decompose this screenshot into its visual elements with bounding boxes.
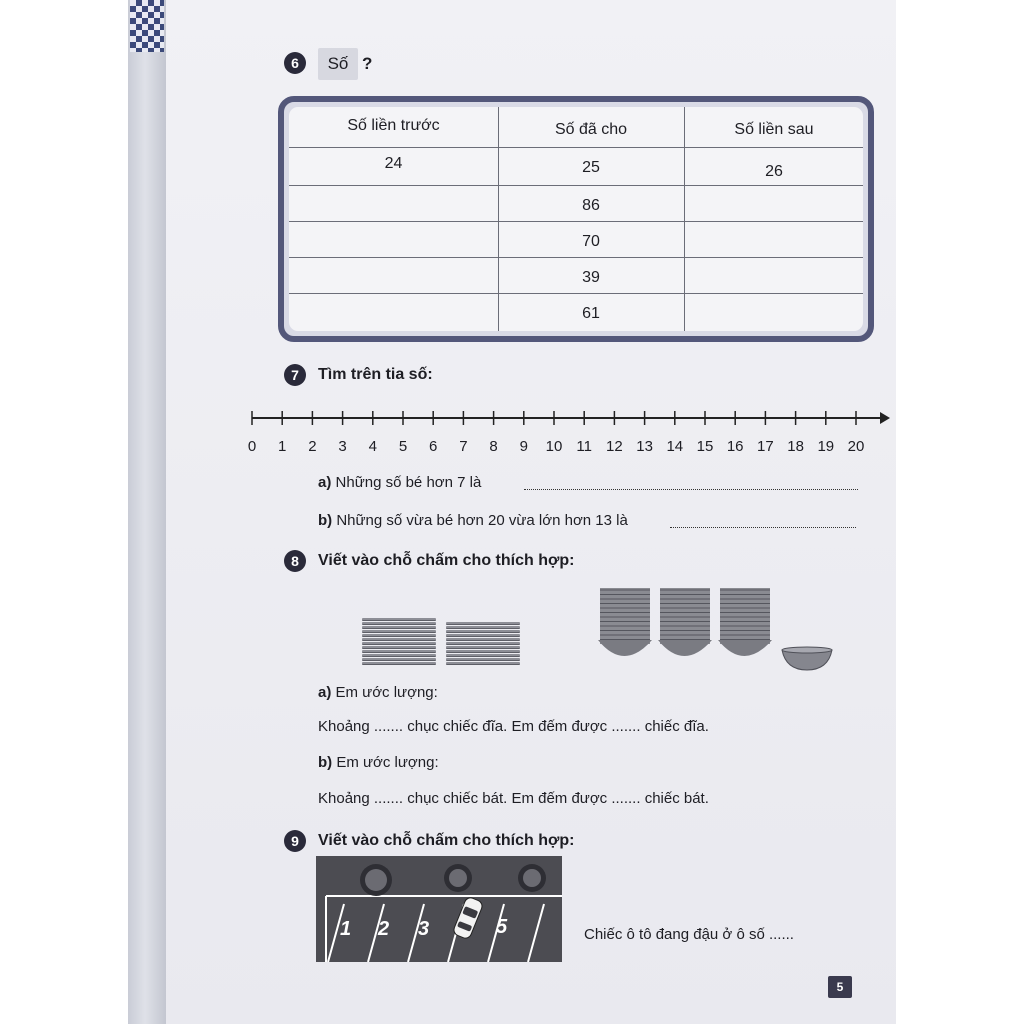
exercise-7-title: Tìm trên tia số: [318,366,433,383]
plate [362,622,436,625]
tree-icon [518,864,546,892]
plate [446,658,520,661]
exercise-6-title: Số [318,48,358,80]
plate-stack-2 [446,622,520,666]
plate [362,662,436,665]
header-given-number: Số đã cho [554,121,628,138]
number-line-label: 18 [787,438,804,455]
exercise-8a [318,684,438,701]
number-table [289,107,863,331]
plate-stack-1 [362,618,436,666]
number-line-label: 6 [429,438,438,455]
exercise-8a-label: a) [318,684,332,701]
plate [446,638,520,641]
cell-given-1: 25 [582,159,600,176]
exercise-9-title: Viết vào chỗ chấm cho thích hợp: [318,832,575,849]
book-spine [128,0,166,1024]
exercise-8-badge: 8 [284,550,306,572]
single-bowl [782,647,832,670]
exercise-8b-label: b) [318,754,333,771]
number-line-label: 11 [576,438,592,455]
number-line-label: 10 [545,438,563,455]
page-number: 5 [828,976,852,998]
plate [362,646,436,649]
exercise-6-question-mark: ? [362,54,373,73]
cell-given-4: 39 [582,269,600,286]
cell-before-1: 24 [384,155,403,172]
bowl-stacks [596,588,836,672]
number-line-label: 9 [519,438,528,455]
plate [446,622,520,625]
exercise-7a-text: Những số bé hơn 7 là [335,474,482,491]
plate [446,630,520,633]
cell-after-1: 26 [765,163,783,180]
exercise-8b-text: Em ước lượng: [336,754,439,771]
number-line-label: 17 [757,438,774,455]
background [896,0,1024,1024]
exercise-7b-answer-line[interactable] [670,518,856,528]
tree-icon [444,864,472,892]
number-line-axis [240,400,890,440]
exercise-7b-text: Những số vừa bé hơn 20 vừa lớn hơn 13 là [336,512,628,529]
number-line-label: 2 [308,438,317,455]
bowl-stack-1 [598,588,652,656]
plate [446,654,520,657]
exercise-7b [318,512,628,529]
arrow-right-icon [880,412,890,424]
cell-given-5: 61 [582,305,600,322]
cell-given-3: 70 [582,233,600,250]
plate [362,650,436,653]
header-previous-number: Số liền trước [347,117,440,134]
exercise-8b-answer[interactable]: Khoảng ....... chục chiếc bát. Em đếm được ....... chiếc bát. [318,790,709,807]
exercise-9-badge: 9 [284,830,306,852]
plate [446,650,520,653]
slot-label-5: 5 [496,916,508,938]
plate [446,642,520,645]
number-line-label: 13 [636,438,653,455]
plate [446,646,520,649]
number-line-label: 7 [459,438,468,455]
number-line-label: 4 [368,438,377,455]
exercise-8-title: Viết vào chỗ chấm cho thích hợp: [318,552,575,569]
plate [362,626,436,629]
parking-lot-image [316,856,562,962]
number-line-label: 3 [338,438,347,455]
number-line-label: 15 [696,438,714,455]
plate [446,626,520,629]
plate [362,618,436,621]
plate [362,634,436,637]
exercise-8a-text: Em ước lượng: [335,684,438,701]
exercise-9-question[interactable]: Chiếc ô tô đang đậu ở ô số ...... [584,926,794,943]
number-line-label: 1 [278,438,287,455]
cell-given-2: 86 [582,197,600,214]
number-line-label: 16 [726,438,744,455]
number-line-label: 20 [847,438,865,455]
plate [362,654,436,657]
exercise-7a-answer-line[interactable] [524,480,858,490]
plate [362,630,436,633]
number-line-label: 19 [817,438,835,455]
number-line [240,400,890,460]
number-line-label: 0 [247,438,257,455]
bowl-stack-3 [718,588,772,656]
number-line-label: 14 [666,438,684,455]
exercise-7a [318,474,481,491]
slot-label-2: 2 [378,918,390,940]
plate [362,642,436,645]
exercise-7-badge: 7 [284,364,306,386]
plate [446,634,520,637]
exercise-6-badge: 6 [284,52,306,74]
number-table-frame [278,96,874,342]
slot-label-1: 1 [340,918,352,940]
exercise-8b [318,754,439,771]
exercise-7a-label: a) [318,474,332,491]
header-next-number: Số liền sau [734,121,814,138]
number-line-label: 5 [398,438,408,455]
plate [362,638,436,641]
plate [446,662,520,665]
slot-label-3: 3 [418,918,430,940]
exercise-7b-label: b) [318,512,333,529]
bowl-stack-2 [658,588,712,656]
spine-pattern [130,0,164,52]
exercise-8a-answer[interactable]: Khoảng ....... chục chiếc đĩa. Em đếm được ....... chiếc đĩa. [318,718,709,735]
tree-icon [360,864,392,896]
number-line-label: 12 [606,438,623,455]
number-line-label: 8 [489,438,498,455]
plate [362,658,436,661]
